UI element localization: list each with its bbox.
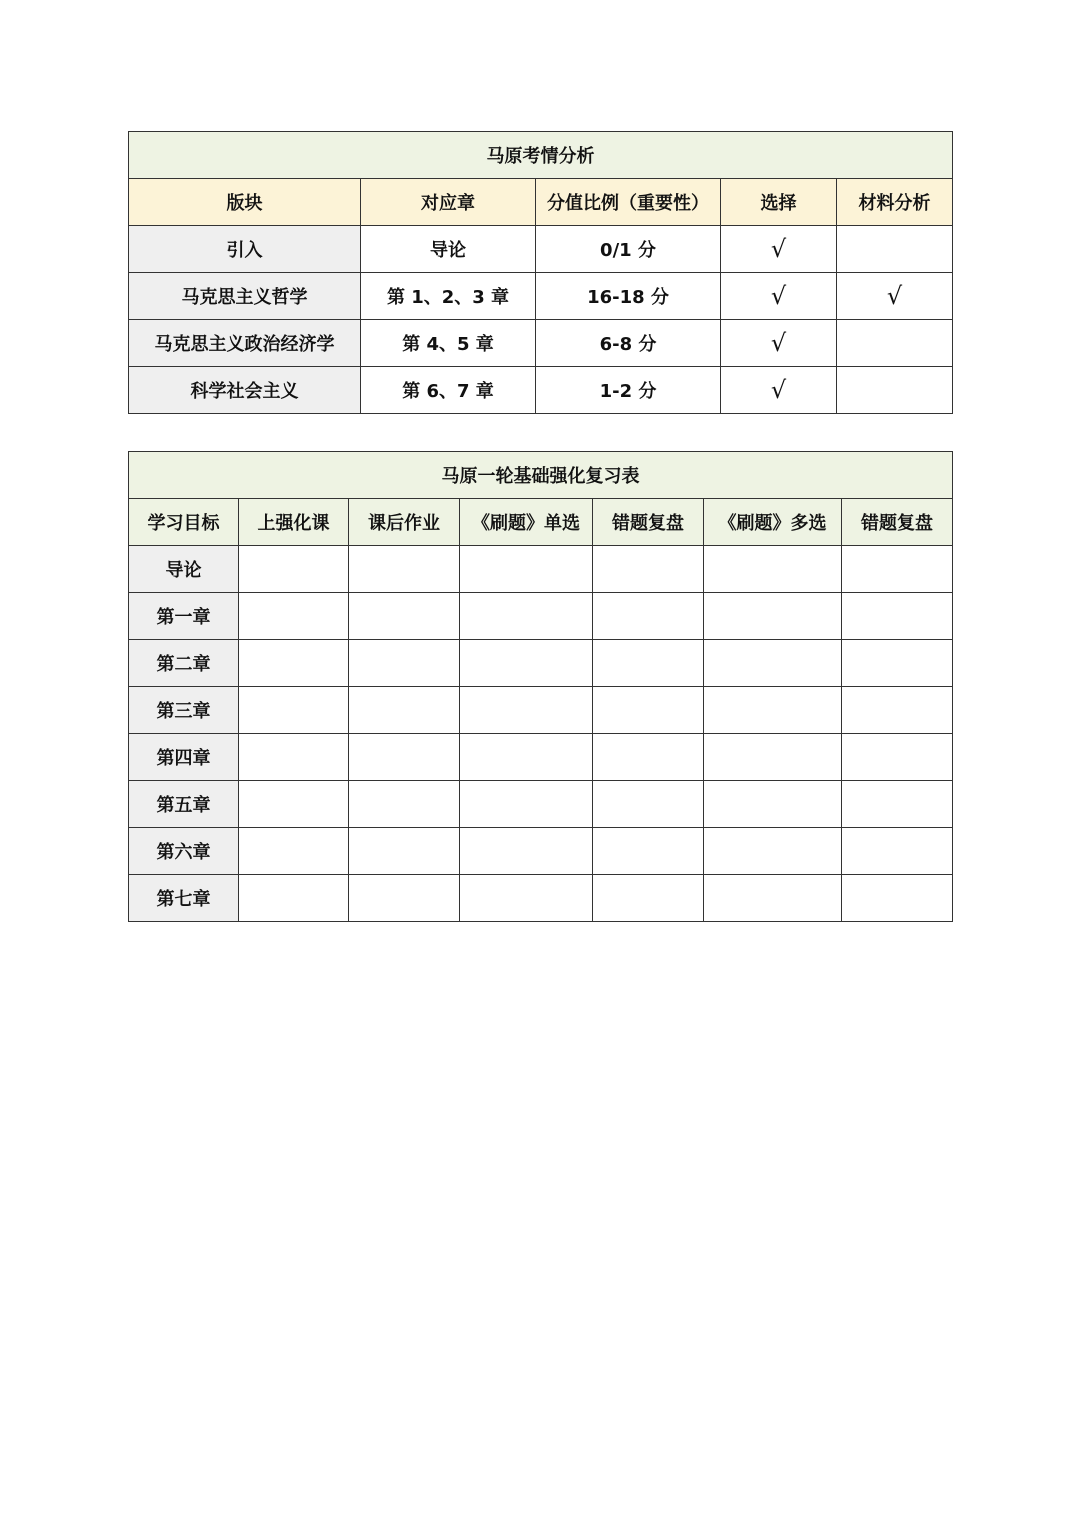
blank-cell — [842, 875, 953, 922]
material-check-cell — [837, 367, 953, 414]
header-multi-choice-practice: 《刷题》多选 — [704, 499, 842, 546]
table-row — [129, 546, 953, 593]
blank-cell — [460, 640, 593, 687]
blank-cell — [704, 546, 842, 593]
blank-cell — [460, 546, 593, 593]
table-row — [129, 273, 953, 320]
blank-cell — [593, 781, 704, 828]
blank-cell — [460, 593, 593, 640]
choice-check-cell: √ — [721, 320, 837, 367]
blank-cell — [842, 687, 953, 734]
table-row — [129, 875, 953, 922]
table-row — [129, 828, 953, 875]
blank-cell — [593, 640, 704, 687]
table-row — [129, 593, 953, 640]
blank-cell — [704, 734, 842, 781]
blank-cell — [593, 546, 704, 593]
header-score-ratio: 分值比例（重要性） — [536, 179, 721, 226]
blank-cell — [349, 828, 460, 875]
blank-cell — [349, 593, 460, 640]
blank-cell — [349, 781, 460, 828]
exam-analysis-title: 马原考情分析 — [129, 132, 953, 179]
blank-cell — [704, 828, 842, 875]
blank-cell — [349, 640, 460, 687]
chapter-label: 导论 — [129, 546, 239, 593]
blank-cell — [593, 687, 704, 734]
review-plan-title: 马原一轮基础强化复习表 — [129, 452, 953, 499]
chapter-label: 第一章 — [129, 593, 239, 640]
blank-cell — [239, 828, 349, 875]
blank-cell — [704, 593, 842, 640]
choice-check-cell: √ — [721, 226, 837, 273]
chapter-cell: 导论 — [361, 226, 536, 273]
blank-cell — [349, 546, 460, 593]
header-study-goal: 学习目标 — [129, 499, 239, 546]
table-row — [129, 226, 953, 273]
blank-cell — [593, 828, 704, 875]
blank-cell — [239, 640, 349, 687]
table-row — [129, 734, 953, 781]
header-chapter: 对应章 — [361, 179, 536, 226]
blank-cell — [239, 687, 349, 734]
header-mistake-review: 错题复盘 — [593, 499, 704, 546]
chapter-cell: 第 6、7 章 — [361, 367, 536, 414]
score-cell: 16-18 分 — [536, 273, 721, 320]
blank-cell — [239, 875, 349, 922]
header-mistake-review-2: 错题复盘 — [842, 499, 953, 546]
blank-cell — [460, 687, 593, 734]
table-row — [129, 320, 953, 367]
header-material-analysis: 材料分析 — [837, 179, 953, 226]
blank-cell — [593, 875, 704, 922]
blank-cell — [842, 546, 953, 593]
score-cell: 1-2 分 — [536, 367, 721, 414]
material-check-cell — [837, 226, 953, 273]
review-plan-table — [128, 451, 953, 922]
blank-cell — [842, 640, 953, 687]
score-cell: 0/1 分 — [536, 226, 721, 273]
chapter-label: 第四章 — [129, 734, 239, 781]
blank-cell — [704, 781, 842, 828]
choice-check-cell: √ — [721, 367, 837, 414]
blank-cell — [349, 875, 460, 922]
table-row — [129, 687, 953, 734]
blank-cell — [593, 593, 704, 640]
table-row — [129, 781, 953, 828]
header-choice: 选择 — [721, 179, 837, 226]
section-cell: 马克思主义哲学 — [129, 273, 361, 320]
blank-cell — [349, 687, 460, 734]
blank-cell — [842, 828, 953, 875]
header-homework: 课后作业 — [349, 499, 460, 546]
header-intensive-class: 上强化课 — [239, 499, 349, 546]
blank-cell — [842, 593, 953, 640]
blank-cell — [239, 546, 349, 593]
blank-cell — [593, 734, 704, 781]
blank-cell — [842, 734, 953, 781]
header-section: 版块 — [129, 179, 361, 226]
material-check-cell — [837, 320, 953, 367]
blank-cell — [704, 687, 842, 734]
blank-cell — [239, 593, 349, 640]
chapter-cell: 第 4、5 章 — [361, 320, 536, 367]
table-row — [129, 367, 953, 414]
section-cell: 马克思主义政治经济学 — [129, 320, 361, 367]
chapter-label: 第七章 — [129, 875, 239, 922]
blank-cell — [460, 875, 593, 922]
chapter-label: 第二章 — [129, 640, 239, 687]
blank-cell — [239, 781, 349, 828]
chapter-cell: 第 1、2、3 章 — [361, 273, 536, 320]
chapter-label: 第五章 — [129, 781, 239, 828]
blank-cell — [704, 640, 842, 687]
section-cell: 引入 — [129, 226, 361, 273]
choice-check-cell: √ — [721, 273, 837, 320]
material-check-cell: √ — [837, 273, 953, 320]
blank-cell — [842, 781, 953, 828]
exam-analysis-table — [128, 131, 953, 414]
blank-cell — [460, 828, 593, 875]
section-cell: 科学社会主义 — [129, 367, 361, 414]
score-cell: 6-8 分 — [536, 320, 721, 367]
header-single-choice-practice: 《刷题》单选 — [460, 499, 593, 546]
blank-cell — [239, 734, 349, 781]
chapter-label: 第三章 — [129, 687, 239, 734]
blank-cell — [349, 734, 460, 781]
blank-cell — [704, 875, 842, 922]
chapter-label: 第六章 — [129, 828, 239, 875]
blank-cell — [460, 781, 593, 828]
blank-cell — [460, 734, 593, 781]
table-row — [129, 640, 953, 687]
